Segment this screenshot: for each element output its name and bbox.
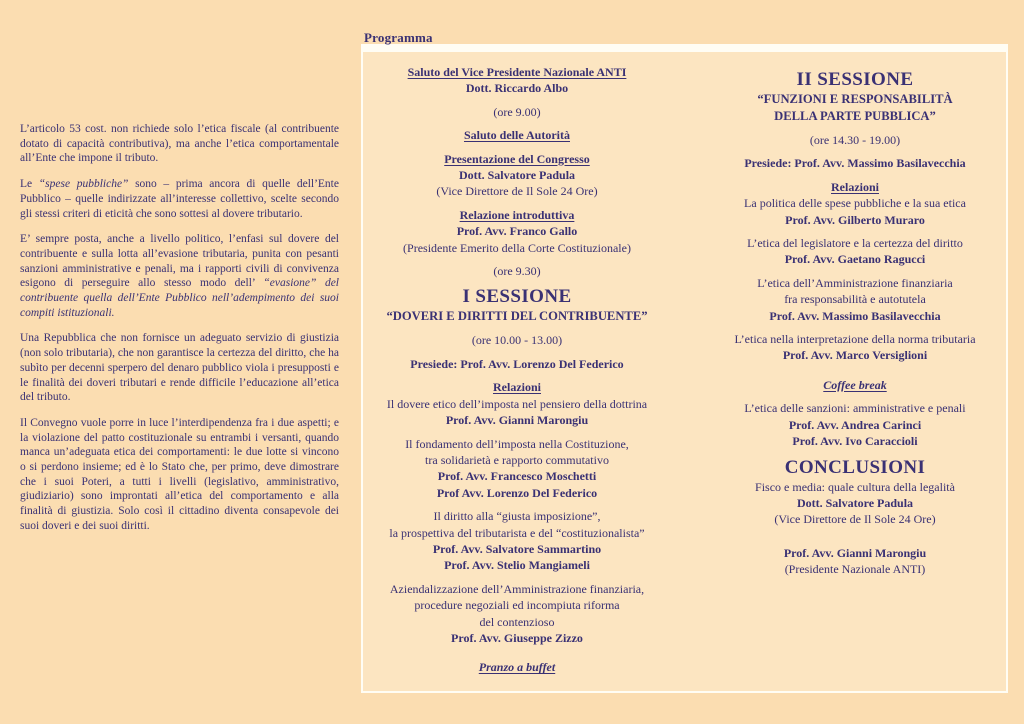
intro-segment: Il Convegno vuole porre in luce l’interdipendenza fra i due aspetti; e la violazione del patto costituzionale su entrambi i versanti, quando manca un’adeguata etica dei comportamenti: le due lotte si vincono o si perdono insieme; ed è lo Stato che, per primo, deve dimostrare che i suoi Poteri, a tutti i livelli (legislativo, amministrativo, giudiziario) sono improntati all’etica del comportamento e alla finalità di giustizia. Solo così il cittadino diventa consapevole dei suoi doveri e dei suoi diritti. — [20, 416, 339, 532]
intro-italic-segment: “evasione” del contribuente quella dell’Ente Pubblico nell’adempimento dei suoi compiti istituzionali. — [20, 277, 340, 319]
program-line-time: (ore 10.00 - 13.00) — [471, 333, 563, 348]
intro-paragraph — [20, 177, 339, 221]
program-line-name: Prof. Avv. Marco Versiglioni — [782, 348, 928, 363]
intro-paragraph — [20, 232, 339, 320]
program-block — [698, 545, 1012, 578]
program-block — [698, 69, 1012, 125]
program-block — [698, 235, 1012, 268]
program-line-session_subtitle: “DOVERI E DIRITTI DEL CONTRIBUENTE” — [386, 309, 648, 324]
program-block — [368, 286, 666, 325]
program-line-note: Fisco e media: quale cultura della legalità — [755, 479, 955, 494]
program-block — [368, 508, 666, 574]
program-line-note: fra responsabilità e autotutela — [784, 292, 926, 307]
program-line-name: Prof. Avv. Gianni Marongiu — [445, 413, 589, 428]
program-line-note: L’etica delle sanzioni: amministrative e penali — [744, 401, 966, 416]
program-line-name: Presiede: Prof. Avv. Lorenzo Del Federico — [410, 356, 624, 371]
program-line-note: tra solidarietà e rapporto commutativo — [425, 452, 609, 467]
program-block — [368, 64, 666, 97]
program-block — [368, 263, 666, 279]
program-block — [368, 151, 666, 200]
program-line-note: Il diritto alla “giusta imposizione”, — [433, 509, 601, 524]
program-line-session_subtitle: “FUNZIONI E RESPONSABILITÀ — [757, 92, 953, 106]
program-line-name: Prof. Avv. Franco Gallo — [456, 224, 578, 239]
program-block — [368, 356, 666, 372]
program-line-name: Dott. Salvatore Padula — [458, 168, 576, 183]
program-line-name: Prof. Avv. Francesco Moschetti — [437, 469, 597, 484]
program-line-heading: Presentazione del Congresso — [444, 151, 590, 166]
program-block — [698, 400, 1012, 449]
program-block — [698, 155, 1012, 171]
intro-segment: E’ sempre posta, anche a livello politico, l’enfasi sul dovere del contribuente e sulla lotta all’evasione tributaria, punita con pesanti sanzioni amministrative e penali, ma i rapporti civili di convivenza esigono di perseguire allo stesso modo dell’ — [20, 233, 339, 290]
program-block — [368, 104, 666, 120]
program-line-session_title: I SESSIONE — [462, 286, 572, 308]
program-line-name: Prof. Avv. Salvatore Sammartino — [432, 541, 602, 556]
program-line-name: Prof. Avv. Gaetano Ragucci — [784, 252, 926, 267]
program-line-name: Prof. Avv. Gianni Marongiu — [783, 545, 927, 560]
program-line-note: L’etica del legislatore e la certezza del diritto — [747, 236, 963, 251]
program-block — [698, 457, 1012, 528]
program-line-time: (ore 9.00) — [493, 104, 541, 119]
intro-segment: Le — [20, 178, 39, 191]
program-line-heading: Saluto delle Autorità — [463, 128, 570, 143]
program-line-break: Coffee break — [823, 377, 887, 392]
program-block — [368, 207, 666, 256]
program-line-heading: Relazioni — [831, 179, 879, 194]
program-line-heading: Relazioni — [493, 380, 541, 395]
intro-segment: Una Repubblica che non fornisce un adeguato servizio di giustizia (non solo tributaria), che non garantisce la certezza del diritto, che ha subìto per decenni sperpero del denaro pubblico viola i presupposti e le finalità dei doveri tributari e rende difficile l’educazione all’etica del tributo. — [20, 332, 339, 404]
program-line-session_title: II SESSIONE — [796, 69, 914, 90]
program-block — [368, 332, 666, 348]
program-block — [698, 377, 1012, 393]
program-block — [368, 659, 666, 675]
program-column-morning — [368, 64, 666, 683]
program-block — [698, 179, 1012, 228]
program-line-name: Prof. Avv. Giuseppe Zizzo — [451, 630, 583, 645]
program-block — [368, 127, 666, 143]
program-block — [698, 275, 1012, 324]
program-line-note: la prospettiva del tributarista e del “costituzionalista” — [389, 525, 645, 540]
programma-label: Programma — [364, 30, 433, 45]
intro-paragraph — [20, 331, 339, 405]
program-line-note: Aziendalizzazione dell’Amministrazione finanziaria, — [389, 581, 645, 596]
program-block — [698, 132, 1012, 148]
program-line-note: (Presidente Emerito della Corte Costituzionale) — [403, 240, 631, 255]
program-line-name: Presiede: Prof. Avv. Massimo Basilavecchia — [744, 156, 966, 171]
program-line-note: procedure negoziali ed incompiuta riforma — [414, 598, 620, 613]
program-column-afternoon — [698, 64, 1012, 585]
program-line-name: Prof Avv. Lorenzo Del Federico — [436, 485, 598, 500]
program-line-note: Il dovere etico dell’imposta nel pensiero della dottrina — [386, 396, 648, 411]
program-line-name: Prof. Avv. Stelio Mangiameli — [444, 558, 590, 573]
program-block — [368, 581, 666, 647]
program-block — [698, 331, 1012, 364]
intro-paragraph — [20, 122, 339, 166]
intro-segment: sono – prima ancora di quelle dell’Ente Pubblico – quelle indirizzate all’interesse collettivo, scelte secondo gli stessi criteri di eticità che sono sottesi al dovere tributario. — [20, 178, 339, 220]
program-line-session_subtitle: DELLA PARTE PUBBLICA” — [774, 109, 936, 123]
intro-text — [20, 122, 339, 545]
program-line-note: (Presidente Nazionale ANTI) — [784, 562, 926, 577]
program-line-note: Il fondamento dell’imposta nella Costituzione, — [405, 436, 629, 451]
program-line-note: L’etica dell’Amministrazione finanziaria — [757, 275, 953, 290]
program-line-name: Dott. Salvatore Padula — [796, 495, 914, 510]
program-block — [368, 379, 666, 428]
intro-paragraph — [20, 416, 339, 534]
program-line-name: Dott. Riccardo Albo — [465, 81, 569, 96]
program-line-name: Prof. Avv. Massimo Basilavecchia — [769, 308, 941, 323]
program-line-time: (ore 14.30 - 19.00) — [809, 133, 901, 147]
program-line-name: Prof. Avv. Andrea Carinci — [788, 417, 922, 432]
program-line-break: Pranzo a buffet — [478, 660, 556, 675]
program-line-note: La politica delle spese pubbliche e la sua etica — [744, 196, 966, 211]
intro-segment: L’articolo 53 cost. non richiede solo l’etica fiscale (al contribuente dotato di capacità contributiva), ma anche l’etica comportamentale all’Ente che impone il tributo. — [20, 123, 339, 165]
program-line-note: del contenzioso — [479, 614, 555, 629]
program-line-heading: Relazione introduttiva — [459, 207, 575, 222]
program-line-note: (Vice Direttore de Il Sole 24 Ore) — [774, 512, 936, 527]
program-line-heading: Saluto del Vice Presidente Nazionale ANTI — [407, 65, 627, 79]
program-line-session_title: CONCLUSIONI — [784, 456, 926, 478]
program-block — [368, 436, 666, 502]
program-line-note: L’etica nella interpretazione della norma tributaria — [734, 332, 976, 347]
program-line-time: (ore 9.30) — [493, 264, 541, 279]
intro-italic-segment: “spese pubbliche” — [38, 178, 129, 191]
program-line-note: (Vice Direttore de Il Sole 24 Ore) — [436, 184, 598, 199]
program-line-name: Prof. Avv. Ivo Caraccioli — [792, 434, 918, 449]
program-line-name: Prof. Avv. Gilberto Muraro — [785, 212, 925, 227]
